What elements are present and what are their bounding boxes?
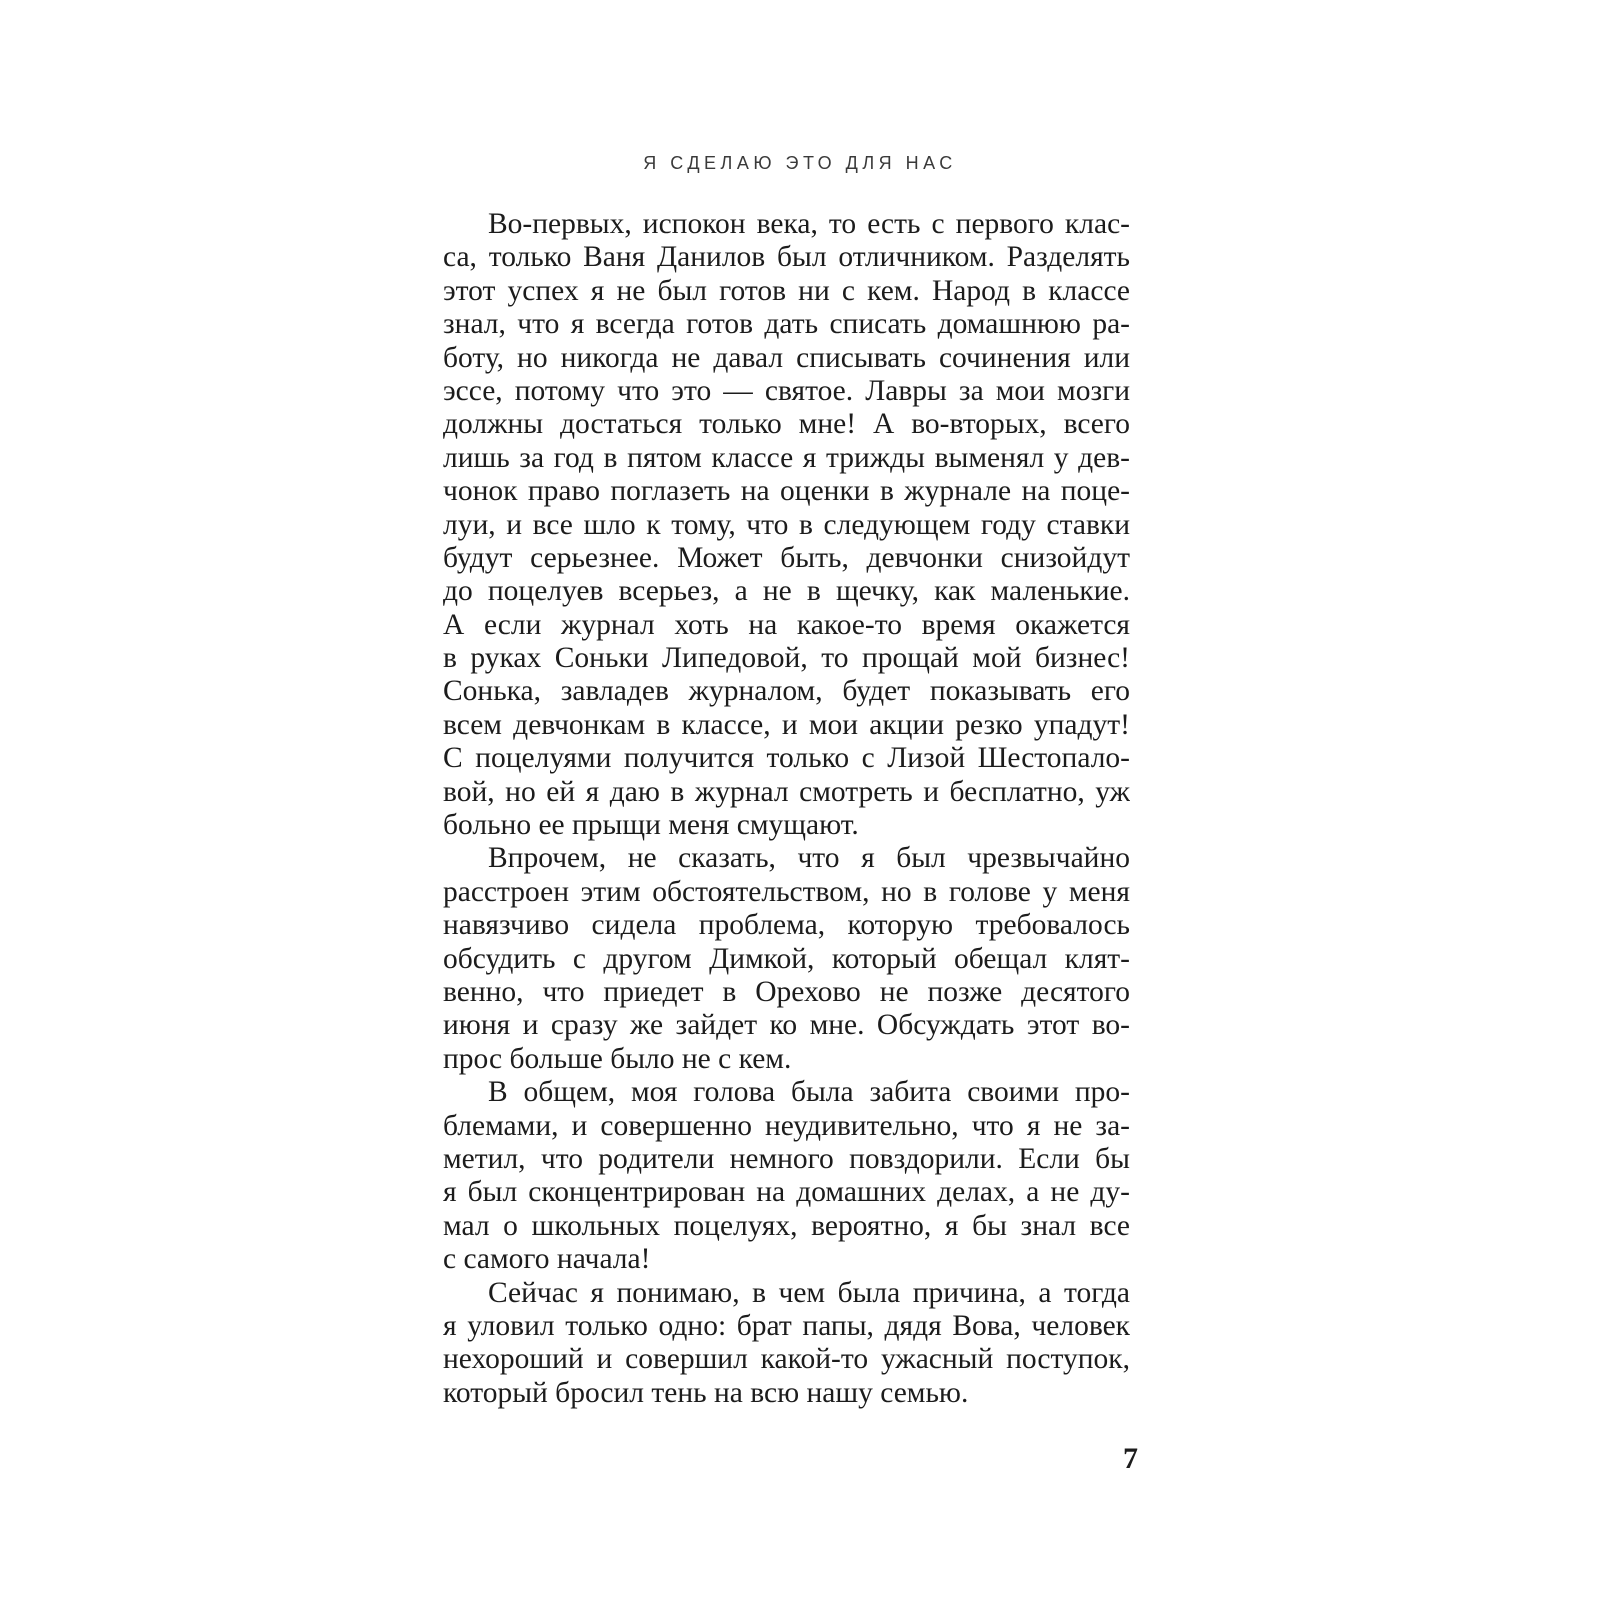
text-line: блемами, и совершенно неудивительно, что я не за- [443,1109,1130,1142]
text-line: знал, что я всегда готов дать списать домашнюю ра- [443,308,1130,341]
text-line: боту, но никогда не давал списывать сочинения или [443,341,1130,374]
text-line: с самого начала! [443,1243,651,1276]
text-line: Сейчас я понимаю, в чем была причина, а тогда [488,1276,1130,1309]
text-line: этот успех я не был готов ни с кем. Народ в классе [443,274,1130,307]
text-line: я был сконцентрирован на домашних делах, а не ду- [443,1176,1130,1209]
text-line: до поцелуев всерьез, а не в щечку, как маленькие. [443,575,1130,608]
text-line: который бросил тень на всю нашу семью. [443,1376,969,1409]
page-number: 7 [1123,1442,1138,1475]
text-line: чонок право поглазеть на оценки в журнале на поце- [443,475,1130,508]
text-line: июня и сразу же зайдет ко мне. Обсуждать этот во- [443,1009,1130,1042]
text-line: больно ее прыщи меня смущают. [443,809,859,842]
text-line: вой, но ей я даю в журнал смотреть и бесплатно, уж [443,775,1130,808]
text-line: С поцелуями получится только с Лизой Шестопало- [443,742,1130,775]
text-line: прос больше было не с кем. [443,1042,792,1075]
text-line: Во-первых, испокон века, то есть с первого клас- [488,208,1130,240]
text-line: всем девчонкам в классе, и мои акции резко упадут! [443,708,1130,741]
text-line: я уловил только одно: брат папы, дядя Вова, человек [443,1309,1130,1342]
text-line: Сонька, завладев журналом, будет показывать его [443,675,1130,708]
text-line: луи, и все шло к тому, что в следующем году ставки [443,508,1130,541]
text-line: венно, что приедет в Орехово не позже десятого [443,975,1130,1008]
running-header: Я СДЕЛАЮ ЭТО ДЛЯ НАС [643,153,957,173]
text-line: нехороший и совершил какой-то ужасный поступок, [443,1343,1130,1376]
text-line: В общем, моя голова была забита своими про- [488,1076,1130,1109]
text-line: эссе, потому что это — святое. Лавры за мои мозги [443,374,1130,407]
text-line: мал о школьных поцелуях, вероятно, я бы знал все [443,1209,1130,1242]
text-line: в руках Соньки Липедовой, то прощай мой бизнес! [443,642,1130,675]
text-line: должны достаться только мне! А во-вторых, всего [443,408,1130,441]
text-line: лишь за год в пятом классе я трижды выменял у дев- [443,441,1130,474]
text-line: обсудить с другом Димкой, который обещал клят- [443,942,1130,975]
text-line: А если журнал хоть на какое-то время окажется [443,608,1130,641]
body-text [443,208,1130,1410]
text-line: са, только Ваня Данилов был отличником. Разделять [443,241,1130,274]
text-line: Впрочем, не сказать, что я был чрезвычайно [488,842,1130,875]
text-line: расстроен этим обстоятельством, но в голове у меня [443,875,1130,908]
text-line: метил, что родители немного повздорили. Если бы [443,1142,1130,1175]
text-line: навязчиво сидела проблема, которую требовалось [443,909,1130,942]
text-line: будут серьезнее. Может быть, девчонки снизойдут [443,541,1130,574]
